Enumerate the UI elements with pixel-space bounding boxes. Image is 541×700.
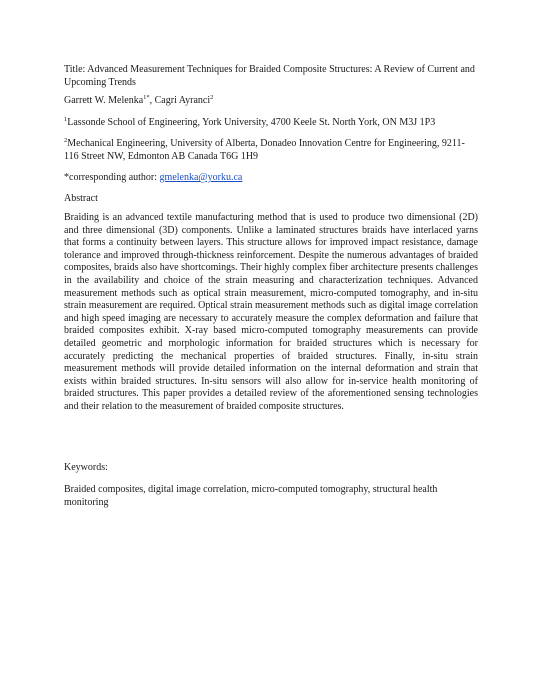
author-line bbox=[64, 95, 478, 108]
email-link[interactable]: gmelenka@yorku.ca bbox=[159, 172, 243, 183]
corresponding-author bbox=[64, 172, 478, 185]
affiliation-text: Lassonde School of Engineering, York University, 4700 Keele St. North York, ON M3J 1P3 bbox=[67, 117, 436, 128]
author-separator: , bbox=[149, 95, 155, 106]
abstract-heading: Abstract bbox=[64, 193, 98, 204]
affiliation bbox=[64, 138, 478, 163]
keywords-list: Braided composites, digital image correlation, micro-computed tomography, structural health monitoring bbox=[64, 484, 438, 508]
corresponding-label: *corresponding author: bbox=[64, 172, 160, 183]
author-superscript: 1* bbox=[143, 94, 150, 101]
affiliation-text: Mechanical Engineering, University of Alberta, Donadeo Innovation Centre for Engineering, 9211-116 Street NW, Edmonton AB Canada T6G 1H9 bbox=[64, 138, 465, 162]
author-name: Garrett W. Melenka bbox=[64, 95, 144, 106]
author-superscript: 2 bbox=[210, 94, 214, 101]
abstract-body: Braiding is an advanced textile manufacturing method that is used to produce two dimensional (2D) and three dimensional (3D) components. Unlike a laminated structures braids have interlaced yarns that forms a continuity between layers. This structure allows for improved impact resistance, damage tolerance and improved through-thickness reinforcement. Despite the numerous advantages of braided composites, braids also have shortcomings. Their highly complex fiber architecture presents challenges in the availability and choice of the strain measuring and characterization techniques. Advanced measurement methods such as optical strain measurement, micro-computed tomography, and in-situ strain measurement are required. Optical strain measurement methods such as digital image correlation and high speed imaging are necessary to accurately measure the complex deformation and failure that braided composites exhibit. X-ray based micro-computed tomography measurements can provide detailed geometric and morphologic information for braided structures which is necessary for accurately predicting the mechanical properties of braided structures. Finally, in-situ strain measurement methods will provide detailed information on the internal deformation and strain that exists within braided structures. In-situ sensors will also allow for in-service health monitoring of braided structures. This paper provides a detailed review of the aforementioned sensing technologies and their relation to the measurement of braided composite structures. bbox=[64, 212, 478, 412]
affiliation-superscript: 1 bbox=[64, 116, 68, 123]
paper-title: Title: Advanced Measurement Techniques for Braided Composite Structures: A Review of Current and Upcoming Trends bbox=[64, 64, 475, 88]
keywords-heading: Keywords: bbox=[64, 462, 108, 473]
affiliation bbox=[64, 117, 478, 130]
affiliation-superscript: 2 bbox=[64, 137, 68, 144]
author-name: Cagri Ayranci bbox=[154, 95, 211, 106]
